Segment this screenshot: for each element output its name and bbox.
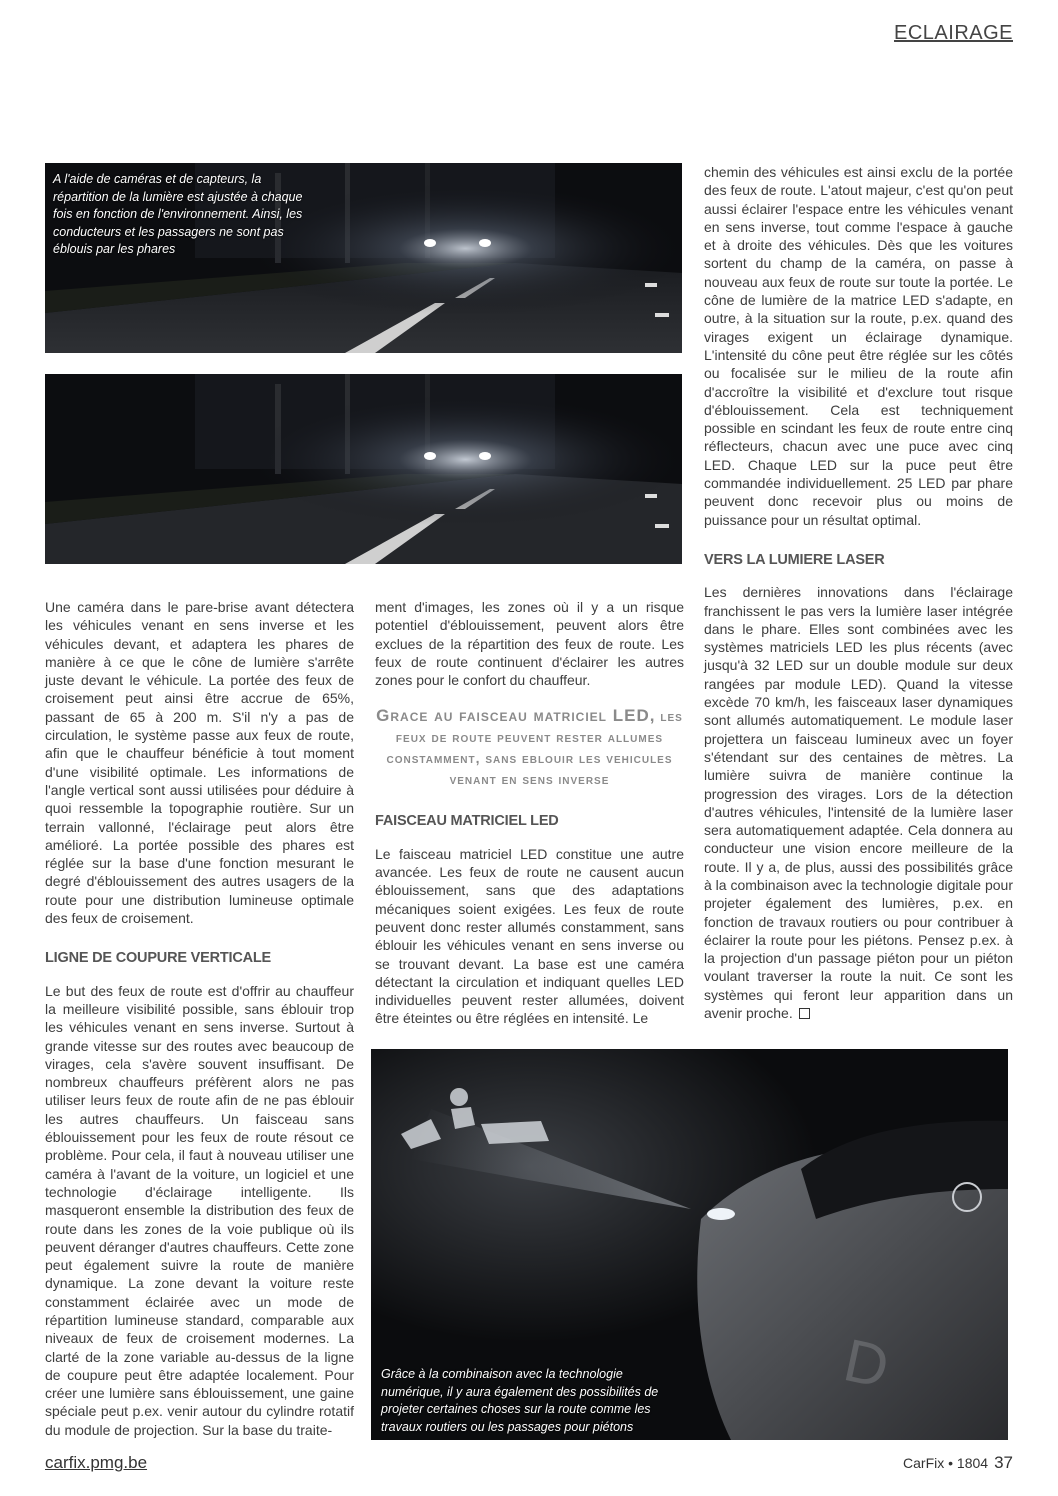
col1-paragraph-2: Le but des feux de route est d'offrir au chauffeur la meilleure visibilité possible, sans éblouir trop les véhicules venant en sens inverse. Surtout à grande vitesse sur des routes avec beaucoup de virages, cela s'avère souvent insuffisant. De nombreux chauffeurs préfèrent alors ne pas utiliser leurs feux de route afin de ne pas éblouir les autres chauffeurs. Un faisceau sans éblouissement pour les feux de route résout ce problème. Pour cela, il faut à nouveau utiliser une caméra à l'avant de la voiture, un logiciel et une technologie d'éclairage intelligente. Ils masqueront ensemble la distribution des feux de route dans les zones de la voie publique où ils peuvent déranger d'autres chauffeurs. Cette zone peut également suivre la route de manière dynamique. La zone devant la voiture reste constamment éclairée avec un mode de répartition lumineuse standard, comparable aux niveaux de feux de croisement modernes. La clarté de la zone variable au-dessus de la ligne de coupure peut être adaptée localement. Pour créer une lumière sans éblouissement, une gaine spéciale peut p.ex. venir autour du cylindre rotatif du module de projection. Sur la base du traite- — [45, 982, 354, 1438]
website-link[interactable]: carfix.pmg.be — [45, 1453, 148, 1472]
pull-quote-lead: Grace au faisceau matriciel LED, — [376, 706, 656, 726]
pull-quote — [375, 705, 684, 790]
night-road-photo-middle — [45, 374, 682, 564]
heading-ligne-coupure: LIGNE DE COUPURE VERTICALE — [45, 950, 272, 967]
page-footer — [903, 1453, 1013, 1473]
page-number: 37 — [994, 1453, 1013, 1472]
col2-paragraph-2: Le faisceau matriciel LED constitue une autre avancée. Les feux de route ne causent aucun éblouissement, sans que des adaptations mécaniques soient exigées. Les feux de route peuvent donc rester allumés constamment, sans éblouir les véhicules venant en sens inverse ou se trouvant devant. La base est une caméra détectant la circulation et indiquant quelles LED individuelles peuvent rester allumées, doivent être éteintes ou être réglées en intensité. Le — [375, 845, 684, 1027]
pull-quote-rest: les feux de route peuvent rester allumes constamment, sans eblouir les vehicules venant en sens inverse — [386, 708, 683, 788]
heading-lumiere-laser: VERS LA LUMIERE LASER — [704, 551, 885, 568]
col3-paragraph-2-text: Les dernières innovations dans l'éclairage franchissent le pas vers la lumière laser intégrée dans le phare. Elles sont combinées avec les systèmes matriciels LED les plus récents (avec jusqu'à 32 LED sur un double module sur deux rangées par module LED). Quand la vitesse excède 70 km/h, les faisceaux laser dynamiques sont allumés automatiquement. Le module laser projettera un faisceau lumineux avec un foyer s'étendant sur des centaines de mètres. La lumière suivra de manière continue la progression des virages. Lors de la détection d'autres véhicules, l'intensité de la lumière laser sera automatiquement adaptée. Cela donnera au conducteur une vision encore meilleure de la route. Il y a, de plus, aussi des possibilités grâce à la combinaison avec la technologie digitale pour projeter également des lumières, p.ex. en fonction de travaux routiers ou pour contribuer à éclairer la route pour les piétons. Pensez p.ex. à la projection d'un passage piéton pour un piéton voulant traverser la route la nuit. Ce sont les systèmes qui feront leur apparition dans un avenir proche. — [704, 584, 1013, 1022]
text-column-3 — [704, 163, 1013, 1022]
bottom-photo-caption: Grâce à la combinaison avec la technologie numérique, il y aura également des possibilités de projeter certaines choses sur la route comme les travaux routiers ou les passages pour piétons — [381, 1367, 659, 1434]
col3-paragraph-1: chemin des véhicules est ainsi exclu de la portée des feux de route. L'atout majeur, c'est qu'on peut aussi éclairer l'espace entre les véhicules venant en sens inverse, tout comme l'espace à gauche et à droite des véhicules. Dès que les voitures sortent du champ de la caméra, on passe à nouveau aux feux de route sur toute la portée. Le cône de lumière de la matrice LED s'adapte, en outre, à la situation sur la route, p.ex. quand des virages exigent un éclairage dynamique. L'intensité du cône peut être réglée sur les côtés ou focalisée sur le milieu de la route afin d'accroître la visibilité et d'exclure tout risque d'éblouissement. Cela est techniquement possible en scindant les feux de route entre cinq réflecteurs, chacun avec une puce avec cinq LED. Chaque LED sur la puce peut être commandée individuellement. 25 LED par phare peuvent donc recevoir plus ou moins de puissance pour un résultat optimal. — [704, 164, 1013, 528]
text-column-2 — [375, 598, 684, 1028]
svg-text:D: D — [838, 1326, 895, 1401]
col1-paragraph-1: Une caméra dans le pare-brise avant détectera les véhicules venant en sens inverse et les véhicules devant, et adaptera les phares de manière à ce que le cône de lumière s'arrête juste devant le véhicule. La portée des feux de croisement peut ainsi être accrue de 65%, passant de 65 à 200 m. S'il n'y a pas de circulation, le système passe aux feux de route, afin que le chauffeur bénéficie à tout moment d'une visibilité optimale. Les informations de l'angle vertical sont aussi utilisées pour déduire à quoi ressemble la topographie routière. Sur un terrain vallonné, l'éclairage peut alors être amélioré. La portée possible des phares est réglée sur la base d'une fonction mesurant le degré d'éblouissement des autres usagers de la route pour une distribution lumineuse optimale des feux de croisement. — [45, 599, 354, 927]
text-column-1 — [45, 598, 354, 1439]
col2-paragraph-1: ment d'images, les zones où il y a un risque potentiel d'éblouissement, peuvent alors être exclues de la répartition des feux de route. Les feux de route continuent d'éclairer les autres zones pour le confort du chauffeur. — [375, 599, 684, 689]
heading-faisceau-matriciel: FAISCEAU MATRICIEL LED — [375, 813, 559, 830]
top-photo-caption: A l'aide de caméras et de capteurs, la répartition de la lumière est ajustée à chaque fois en fonction de l'environnement. Ainsi, les conducteurs et les passagers ne sont pas éblouis par les phares — [53, 172, 303, 256]
col3-paragraph-2 — [704, 583, 1013, 1022]
issue-label: CarFix • 1804 — [903, 1455, 989, 1471]
end-of-article-icon — [799, 1008, 810, 1019]
section-title: ECLAIRAGE — [894, 22, 1013, 44]
